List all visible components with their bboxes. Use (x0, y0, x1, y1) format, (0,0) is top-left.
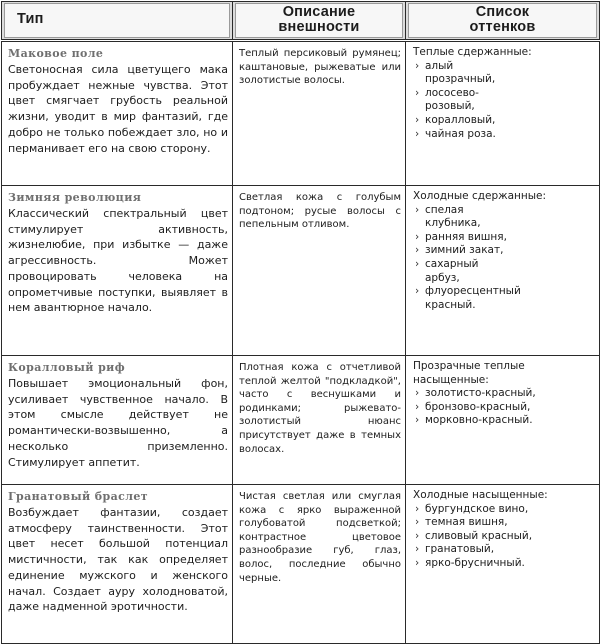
list-item: › бургундское вино, (413, 503, 595, 517)
type-name: Коралловый риф (8, 361, 126, 374)
type-cell (2, 41, 233, 186)
header-shades-cell (406, 2, 600, 41)
type-cell (2, 356, 233, 485)
header-shades-label: Список оттенков (469, 4, 536, 35)
list-item: › сахарный арбуз, (413, 258, 595, 285)
header-shades-panel (408, 3, 597, 38)
table-header-row (2, 2, 600, 41)
appearance-text: Плотная кожа с отчетливой теплой желтой "подкладкой", часто с веснушками и родинками; рыжевато-золотистый нюанс присутствует даже в темных волосах. (239, 362, 401, 455)
shades-heading: Холодные сдержанные: (413, 190, 547, 202)
shades-list (413, 204, 595, 313)
type-name: Зимняя революция (8, 191, 142, 204)
list-item: › темная вишня, (413, 516, 595, 530)
list-item: › чайная роза. (413, 128, 595, 142)
shades-list (413, 60, 595, 142)
type-description: Повышает эмоциональный фон, усиливает чувственное начало. В этом смысле действует не романтически-возвышенно, а несколько приземленно. Стимулирует аппетит. (8, 377, 228, 469)
type-name: Маковое поле (8, 47, 104, 60)
list-item: › сливовый красный, (413, 530, 595, 544)
list-item: › ранняя вишня, (413, 231, 595, 245)
list-item: › спелая клубника, (413, 204, 595, 231)
appearance-cell (233, 186, 406, 356)
shades-cell (406, 186, 600, 356)
list-item: › лососево- розовый, (413, 87, 595, 114)
shades-heading: Холодные насыщенные: (413, 489, 548, 501)
appearance-cell (233, 41, 406, 186)
header-type-label: Тип (17, 11, 44, 27)
type-cell (2, 485, 233, 644)
type-cell (2, 186, 233, 356)
appearance-text: Теплый персиковый румянец; каштановые, рыжеватые или золотистые волосы. (239, 48, 401, 87)
header-description-panel (235, 3, 403, 38)
appearance-text: Чистая светлая или смуглая кожа с ярко выраженной голубоватой подсветкой; контрастное цветовое разнообразие губ, глаз, волос, последние обычно черные. (239, 491, 401, 584)
shades-heading: Прозрачные теплые насыщенные: (413, 360, 525, 386)
header-description-label: Описание внешности (278, 4, 360, 35)
appearance-cell (233, 485, 406, 644)
type-description: Светоносная сила цветущего мака пробуждает нежные чувства. Этот цвет смягчает грубость реальной жизни, уводит в мир фантазий, где добро не только побеждает зло, но и перманивает его на свою сторону. (8, 63, 228, 155)
list-item: › алый прозрачный, (413, 60, 595, 87)
type-description: Классический спектральный цвет стимулирует активность, жизнелюбие, при избытке — даже агрессивность. Может провоцировать человека на опрометчивые поступки, выявляет в нем авантюрное начало. (8, 207, 228, 315)
shades-list (413, 503, 595, 571)
shades-list (413, 387, 595, 428)
list-item: › зимний закат, (413, 244, 595, 258)
shades-cell (406, 41, 600, 186)
shades-heading: Теплые сдержанные: (413, 46, 532, 58)
table-row (2, 485, 600, 644)
color-types-table (1, 1, 600, 644)
table-row (2, 186, 600, 356)
table-row (2, 356, 600, 485)
header-type-panel (4, 3, 230, 38)
list-item: › ярко-брусничный. (413, 557, 595, 571)
list-item: › флуоресцентный красный. (413, 285, 595, 312)
appearance-cell (233, 356, 406, 485)
list-item: › морковно-красный. (413, 414, 595, 428)
shades-cell (406, 356, 600, 485)
list-item: › гранатовый, (413, 543, 595, 557)
type-name: Гранатовый браслет (8, 490, 149, 503)
shades-cell (406, 485, 600, 644)
list-item: › коралловый, (413, 114, 595, 128)
list-item: › бронзово-красный, (413, 401, 595, 415)
list-item: › золотисто-красный, (413, 387, 595, 401)
appearance-text: Светлая кожа с голубым подтоном; русые волосы с пепельным отливом. (239, 192, 401, 231)
header-description-cell (233, 2, 406, 41)
table-row (2, 41, 600, 186)
type-description: Возбуждает фантазии, создает атмосферу таинственности. Этот цвет несет большой потенциал мистичности, так как определяет единение мужского и женского начал. Создает ауру холодноватой, даже надменной эротичности. (8, 506, 228, 614)
header-type-cell (2, 2, 233, 41)
